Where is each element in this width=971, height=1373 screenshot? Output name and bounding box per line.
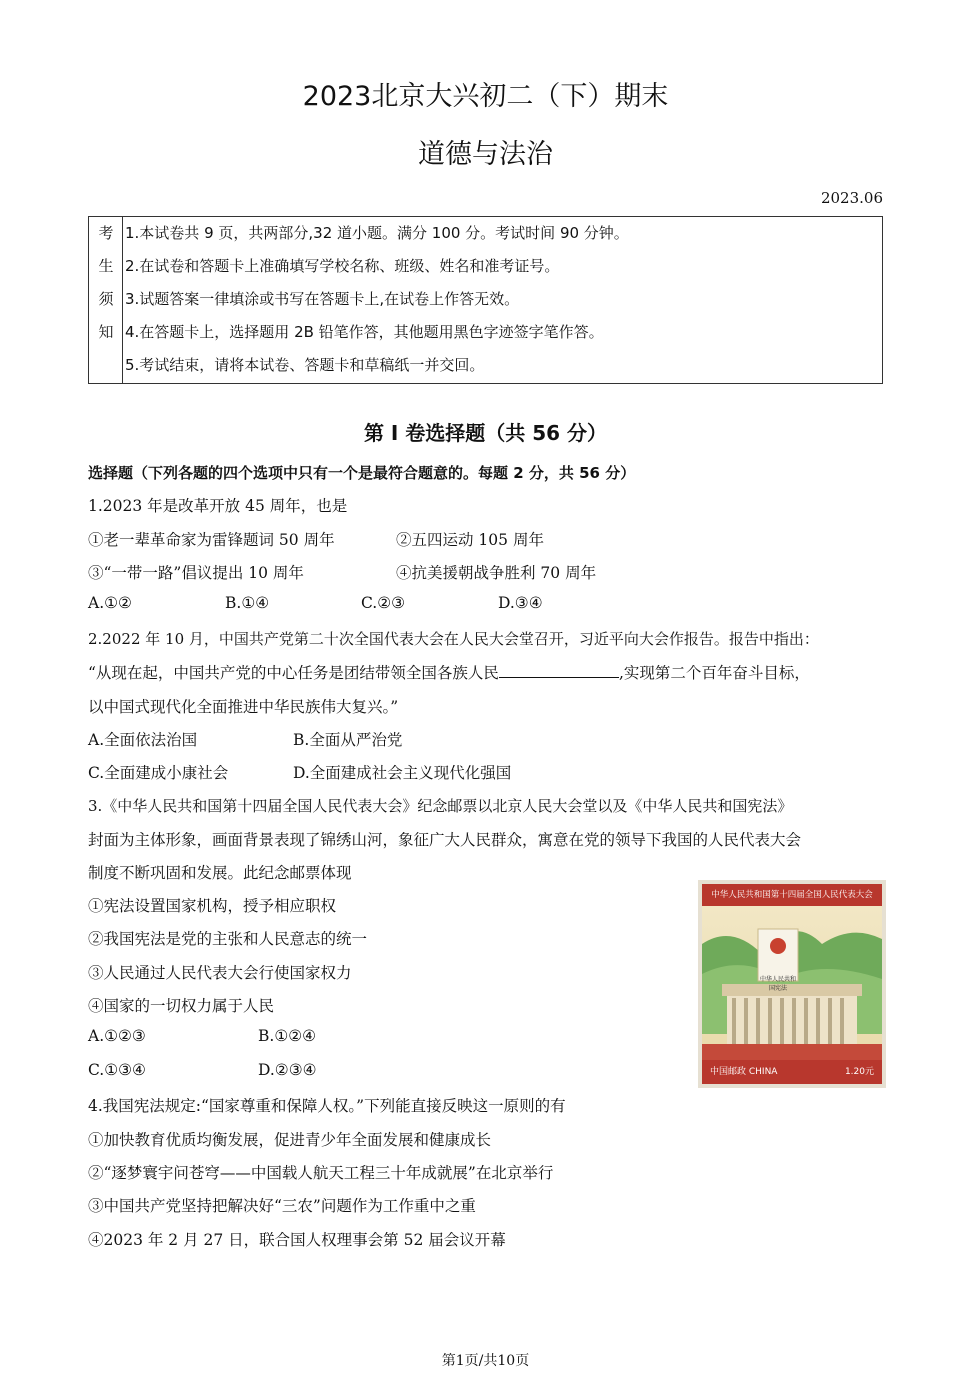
q2-stem: 2.2022 年 10 月，中国共产党第二十次全国代表大会在人民大会堂召开，习近平向大会作报告。报告中指出：: [88, 630, 819, 648]
q1-choice-d: D.③④: [498, 594, 543, 612]
notice-box: [88, 216, 883, 384]
q3-choice-d: D.②③④: [258, 1061, 317, 1079]
notice-label-char: 生: [98, 257, 114, 275]
q4-option: ③中国共产党坚持把解决好“三农”问题作为工作重中之重: [88, 1197, 476, 1215]
q1-option: ③“一带一路”倡议提出 10 周年: [88, 564, 304, 582]
stamp-issuer: 中国邮政 CHINA: [710, 1067, 778, 1077]
page-subtitle: 道德与法治: [418, 139, 553, 170]
section-title: 第 I 卷选择题（共 56 分）: [363, 421, 608, 445]
q1-option: ④抗美援朝战争胜利 70 周年: [396, 564, 597, 582]
q2-choice-a: A.全面依法治国: [88, 731, 198, 749]
q3-stem: 封面为主体形象，画面背景表现了锦绣山河，象征广大人民群众，寓意在党的领导下我国的人民代表大会: [88, 831, 802, 849]
notice-item: 5.考试结束，请将本试卷、答题卡和草稿纸一并交回。: [125, 356, 485, 374]
q2-stem: [88, 661, 810, 683]
q3-choice-a: A.①②③: [88, 1027, 146, 1045]
q4-option: ②“逐梦寰宇问苍穹——中国载人航天工程三十年成就展”在北京举行: [88, 1164, 554, 1182]
q1-choice-b: B.①④: [225, 594, 270, 612]
q3-option: ②我国宪法是党的主张和人民意志的统一: [88, 930, 368, 948]
q1-choice-c: C.②③: [361, 594, 406, 612]
section-instruction: 选择题（下列各题的四个选项中只有一个是最符合题意的。每题 2 分，共 56 分）: [88, 464, 636, 482]
exam-date: 2023.06: [820, 189, 883, 207]
stamp-value: 1.20元: [844, 1067, 874, 1077]
stamp-book-title: 中华人民共和国宪法: [759, 976, 796, 992]
q4-option: ①加快教育优质均衡发展，促进青少年全面发展和健康成长: [88, 1131, 492, 1149]
q3-choice-b: B.①②④: [258, 1027, 317, 1045]
notice-label-char: 须: [98, 290, 114, 308]
q2-choice-b: B.全面从严治党: [293, 731, 403, 749]
notice-label-char: 考: [98, 224, 114, 242]
notice-label-char: 知: [98, 323, 114, 341]
q2-stem-part: “从现在起，中国共产党的中心任务是团结带领全国各族人民: [88, 664, 499, 682]
notice-item: 4.在答题卡上，选择题用 2B 铅笔作答，其他题用黑色字迹签字笔作答。: [125, 323, 604, 341]
q3-option: ③人民通过人民代表大会行使国家权力: [88, 964, 352, 982]
q3-option: ④国家的一切权力属于人民: [88, 997, 275, 1015]
q3-stem: 制度不断巩固和发展。此纪念邮票体现: [88, 864, 352, 882]
stamp-bottom-banner: [702, 1060, 882, 1084]
q3-stem: 3.《中华人民共和国第十四届全国人民代表大会》纪念邮票以北京人民大会堂以及《中华人民共和国宪法》: [88, 797, 793, 815]
q1-choice-a: A.①②: [88, 594, 132, 612]
q2-choice-d: D.全面建成社会主义现代化强国: [293, 764, 512, 782]
notice-item: 3.试题答案一律填涂或书写在答题卡上,在试卷上作答无效。: [125, 290, 520, 308]
q1-option: ②五四运动 105 周年: [396, 531, 544, 549]
notice-label: [89, 217, 123, 383]
q4-stem: 4.我国宪法规定:“国家尊重和保障人权。”下列能直接反映这一原则的有: [88, 1097, 566, 1115]
stamp-title-banner: 中华人民共和国第十四届全国人民代表大会: [702, 884, 882, 906]
commemorative-stamp-image: [698, 880, 886, 1088]
notice-item: 2.在试卷和答题卡上准确填写学校名称、班级、姓名和准考证号。: [125, 257, 560, 275]
notice-item: 1.本试卷共 9 页，共两部分,32 道小题。满分 100 分。考试时间 90 分钟。: [125, 224, 629, 242]
q2-stem-part: ,实现第二个百年奋斗目标，: [618, 664, 810, 682]
q3-choice-c: C.①③④: [88, 1061, 146, 1079]
q4-option: ④2023 年 2 月 27 日，联合国人权理事会第 52 届会议开幕: [88, 1231, 506, 1249]
answer-blank: [499, 661, 619, 678]
q1-option: ①老一辈革命家为雷锋题词 50 周年: [88, 531, 335, 549]
q2-stem: 以中国式现代化全面推进中华民族伟大复兴。”: [88, 698, 399, 716]
q3-option: ①宪法设置国家机构，授予相应职权: [88, 897, 337, 915]
q2-choice-c: C.全面建成小康社会: [88, 764, 229, 782]
q1-stem: 1.2023 年是改革开放 45 周年，也是: [88, 497, 348, 515]
page-title: 2023北京大兴初二（下）期末: [302, 81, 669, 112]
page-number: 第1页/共10页: [441, 1353, 530, 1369]
